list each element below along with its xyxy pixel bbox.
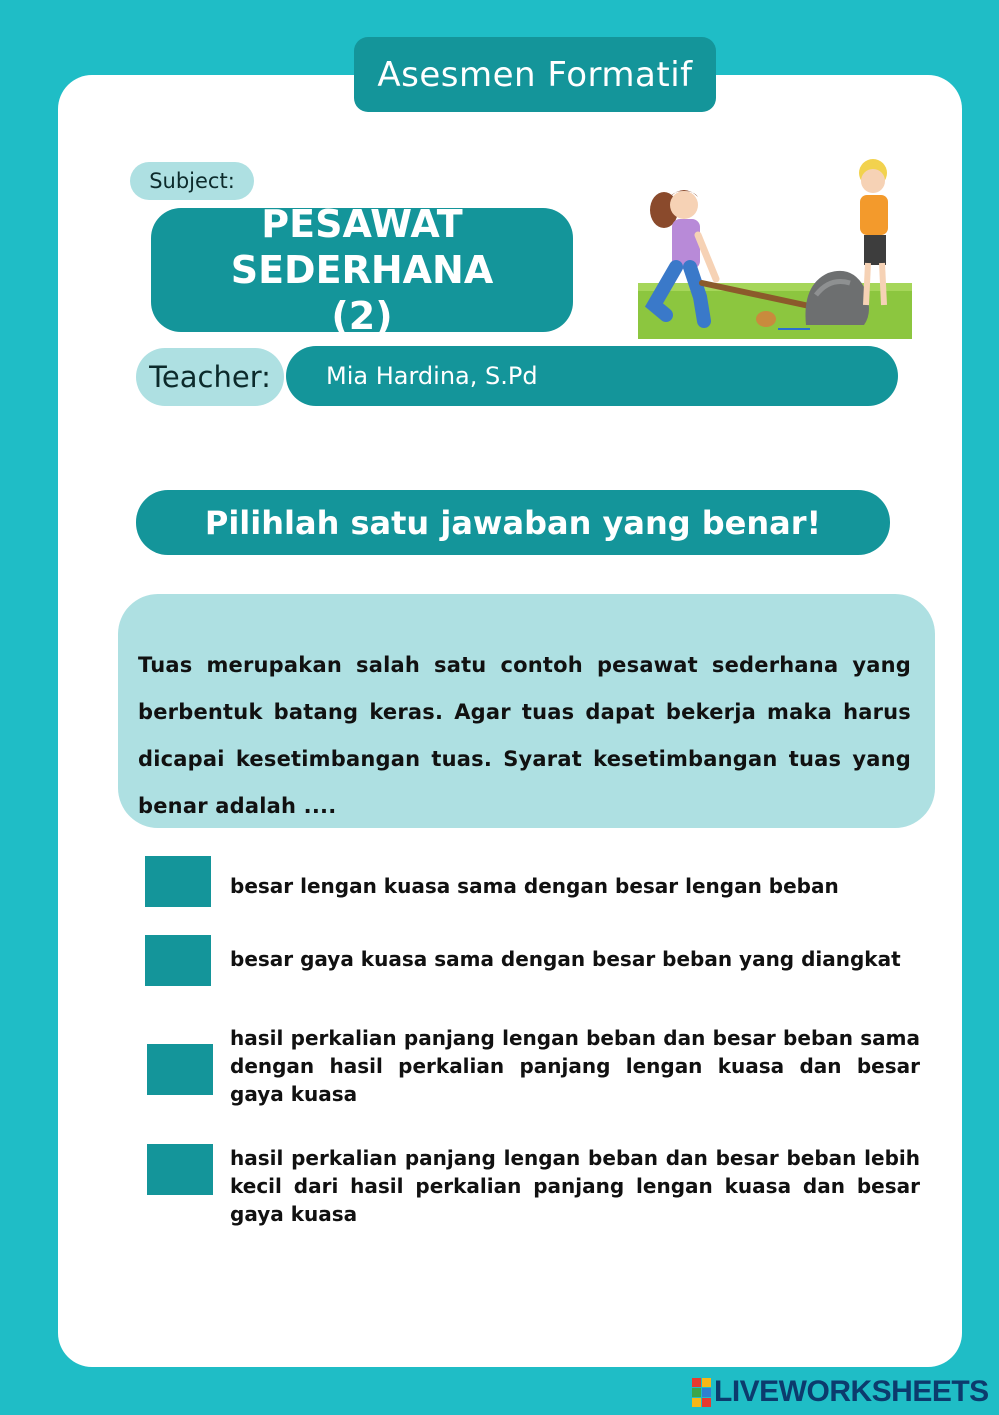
answer-option-3-box[interactable] bbox=[147, 1044, 213, 1095]
answer-option-4-box[interactable] bbox=[147, 1144, 213, 1195]
subject-title-line1: PESAWAT SEDERHANA bbox=[230, 202, 494, 292]
subject-title-line2: (2) bbox=[331, 294, 393, 338]
subject-label: Subject: bbox=[130, 162, 254, 200]
instruction-banner: Pilihlah satu jawaban yang benar! bbox=[136, 490, 890, 555]
teacher-name: Mia Hardina, S.Pd bbox=[286, 346, 898, 406]
liveworksheets-logo-text: LIVEWORKSHEETS bbox=[714, 1375, 989, 1408]
worksheet-title: Asesmen Formatif bbox=[354, 37, 716, 112]
answer-option-3-text: hasil perkalian panjang lengan beban dan besar beban sama dengan hasil perkalian panjang lengan kuasa dan besar gaya kuasa bbox=[230, 1026, 920, 1106]
lever-illustration bbox=[638, 155, 912, 339]
question-text: Tuas merupakan salah satu contoh pesawat sederhana yang berbentuk batang keras. Agar tuas dapat bekerja maka harus dicapai kesetimbangan tuas. Syarat kesetimbangan tuas yang benar adalah .... bbox=[138, 653, 911, 818]
subject-title bbox=[151, 202, 573, 338]
answer-option-1-box[interactable] bbox=[145, 856, 211, 907]
liveworksheets-logo-icon bbox=[692, 1378, 711, 1407]
answer-option-2-text: besar gaya kuasa sama dengan besar beban yang diangkat bbox=[230, 947, 901, 971]
answer-option-2-box[interactable] bbox=[145, 935, 211, 986]
teacher-label: Teacher: bbox=[136, 348, 284, 406]
question-box bbox=[118, 594, 935, 828]
answer-option-4-text: hasil perkalian panjang lengan beban dan besar beban lebih kecil dari hasil perkalian panjang lengan kuasa dan besar gaya kuasa bbox=[230, 1146, 920, 1226]
answer-option-1-text: besar lengan kuasa sama dengan besar lengan beban bbox=[230, 874, 839, 898]
liveworksheets-logo[interactable] bbox=[692, 1376, 989, 1408]
